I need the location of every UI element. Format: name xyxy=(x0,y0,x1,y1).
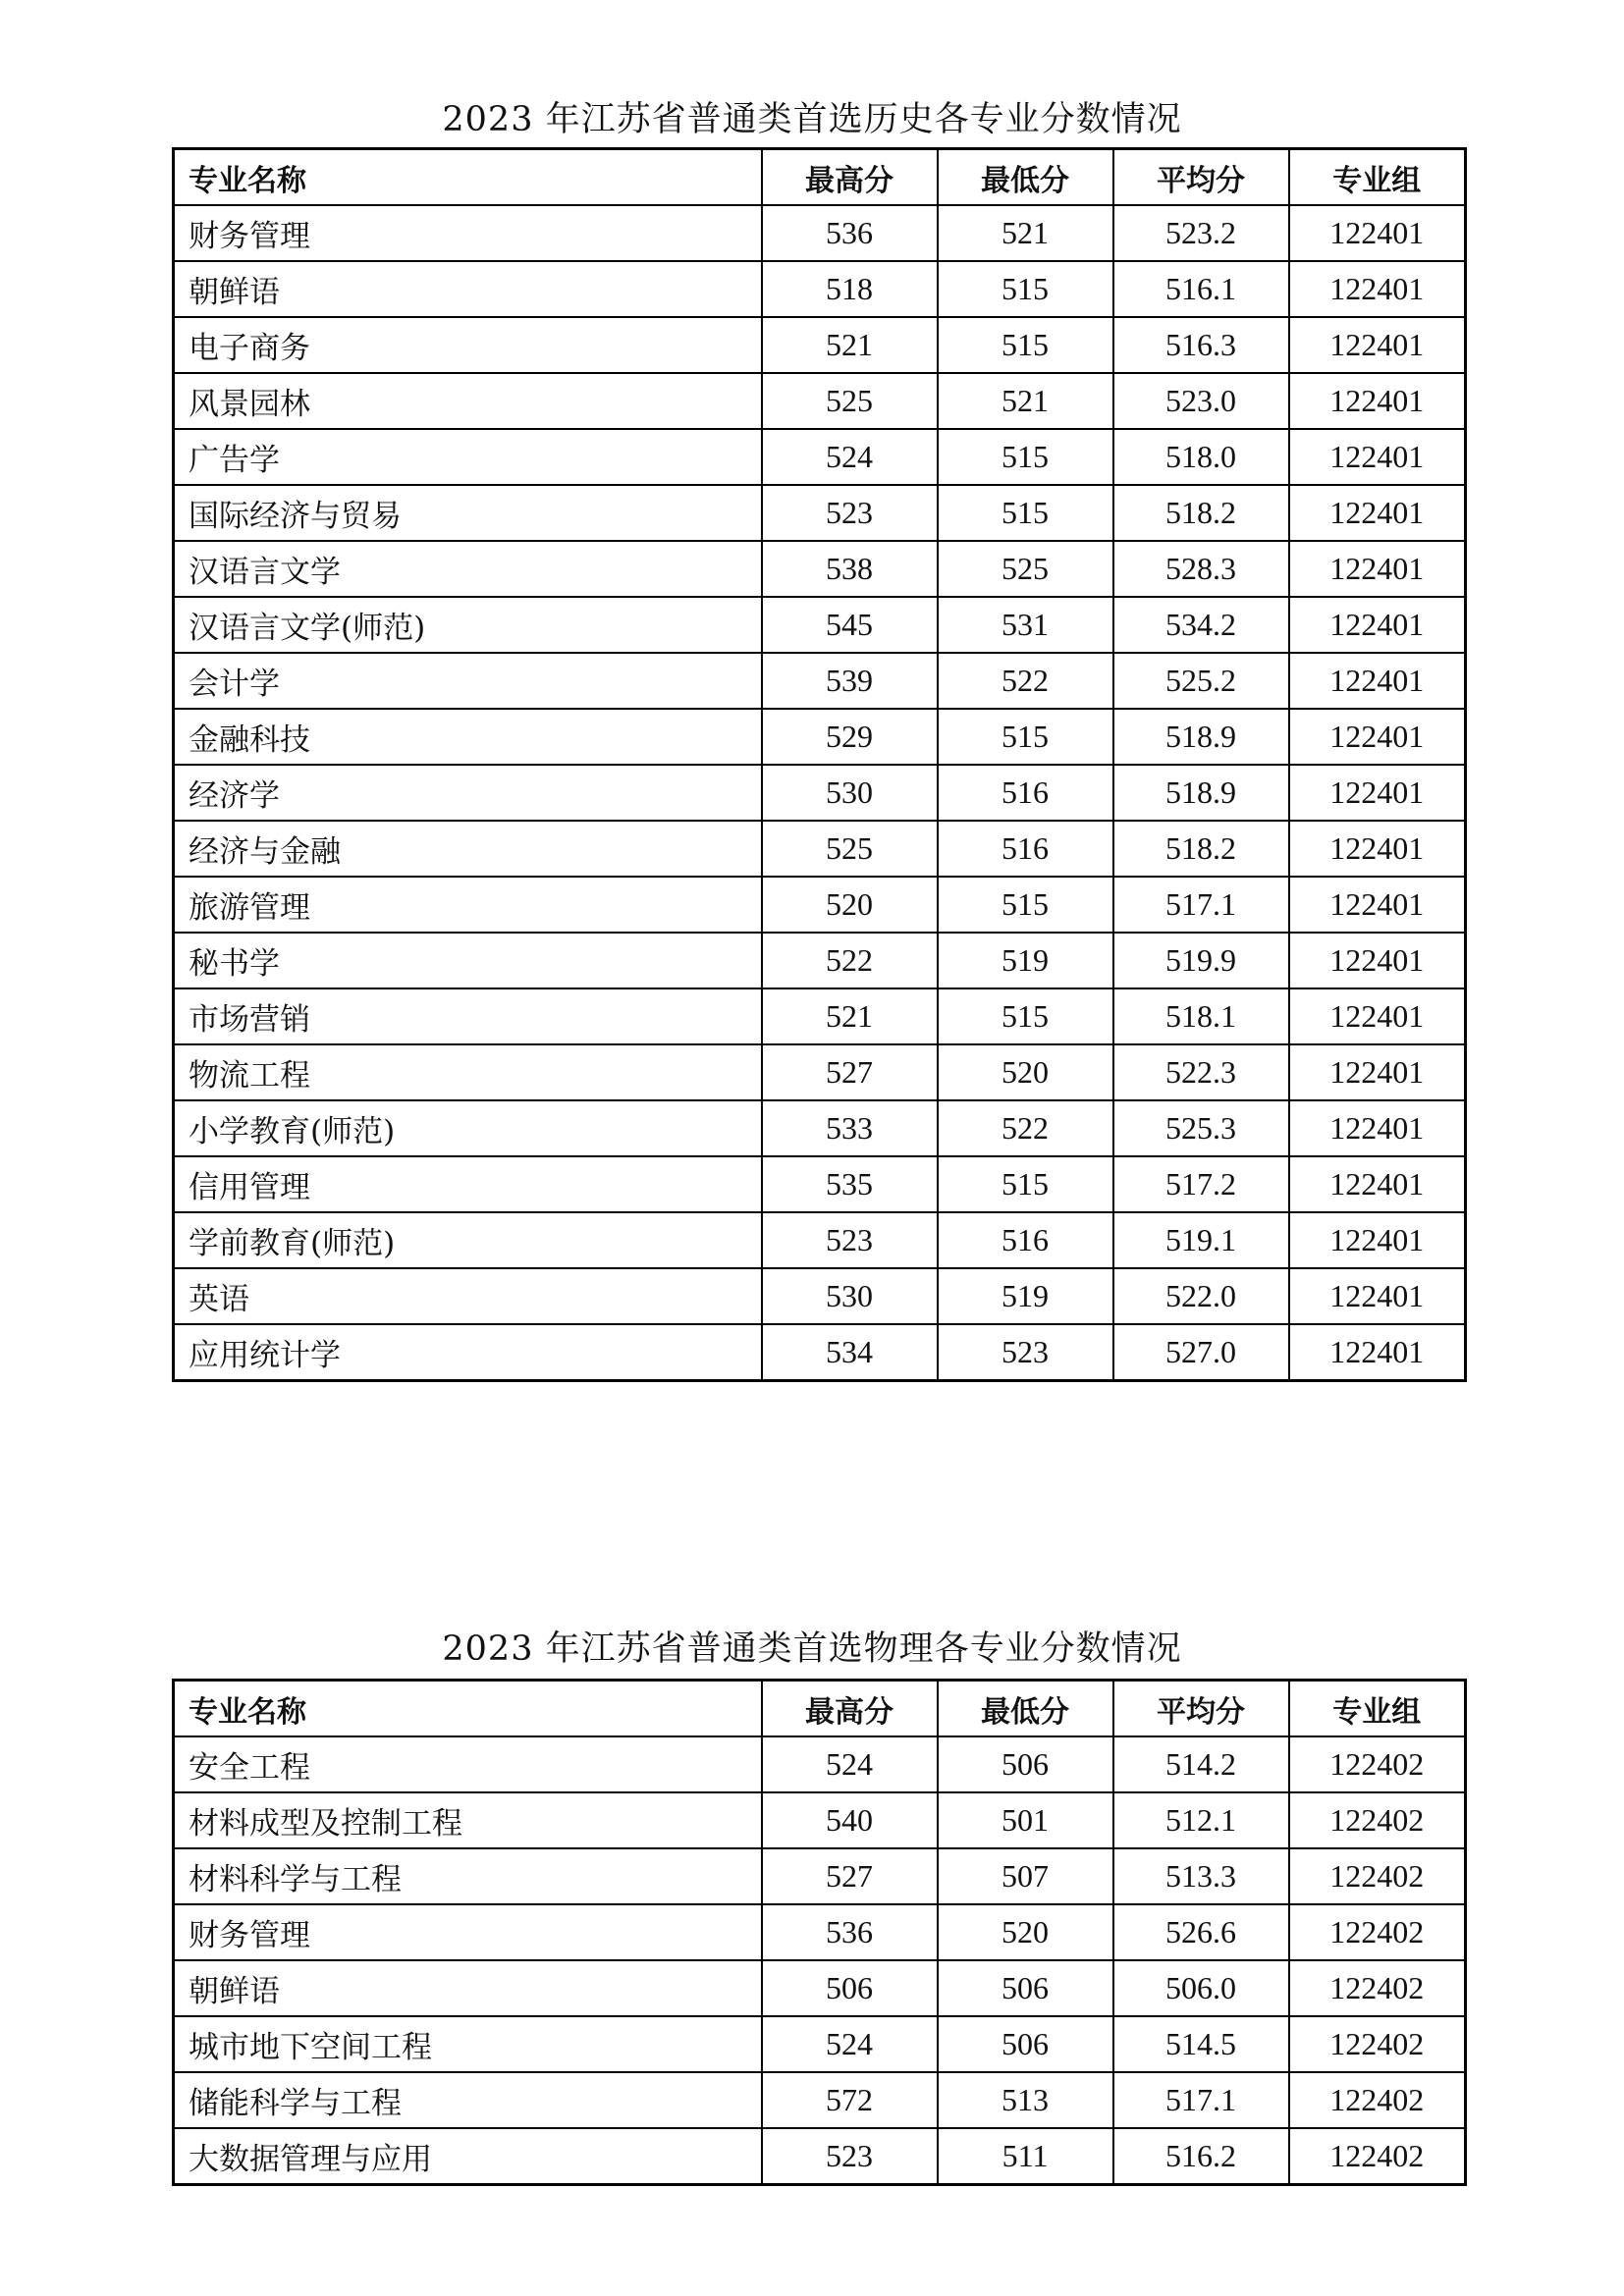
cell-major-group: 122401 xyxy=(1289,765,1466,821)
table-row xyxy=(174,485,1466,541)
physics-table-title: 2023 年江苏省普通类首选物理各专业分数情况 xyxy=(442,1629,1182,1669)
cell-min-score: 515 xyxy=(938,709,1113,765)
table-row xyxy=(174,1156,1466,1212)
cell-avg-score: 516.3 xyxy=(1113,317,1289,373)
cell-avg-score: 523.2 xyxy=(1113,205,1289,261)
cell-major-group: 122401 xyxy=(1289,261,1466,317)
cell-major-name: 安全工程 xyxy=(174,1736,762,1792)
cell-max-score: 536 xyxy=(762,205,938,261)
cell-min-score: 519 xyxy=(938,1268,1113,1324)
table-row xyxy=(174,1100,1466,1156)
cell-min-score: 515 xyxy=(938,988,1113,1044)
cell-avg-score: 518.9 xyxy=(1113,709,1289,765)
cell-max-score: 523 xyxy=(762,2128,938,2185)
table-row xyxy=(174,2072,1466,2128)
cell-major-name: 金融科技 xyxy=(174,709,762,765)
cell-major-name: 旅游管理 xyxy=(174,877,762,933)
cell-avg-score: 525.2 xyxy=(1113,653,1289,709)
table-row xyxy=(174,709,1466,765)
cell-major-group: 122401 xyxy=(1289,933,1466,988)
cell-major-name: 汉语言文学 xyxy=(174,541,762,597)
cell-major-name: 学前教育(师范) xyxy=(174,1212,762,1268)
cell-avg-score: 514.2 xyxy=(1113,1736,1289,1792)
cell-max-score: 539 xyxy=(762,653,938,709)
cell-max-score: 572 xyxy=(762,2072,938,2128)
cell-min-score: 511 xyxy=(938,2128,1113,2185)
cell-min-score: 523 xyxy=(938,1324,1113,1381)
cell-major-name: 会计学 xyxy=(174,653,762,709)
cell-avg-score: 518.2 xyxy=(1113,821,1289,877)
cell-major-name: 材料成型及控制工程 xyxy=(174,1792,762,1848)
history-table-title: 2023 年江苏省普通类首选历史各专业分数情况 xyxy=(442,100,1182,139)
cell-max-score: 538 xyxy=(762,541,938,597)
cell-major-name: 风景园林 xyxy=(174,373,762,429)
cell-max-score: 524 xyxy=(762,2016,938,2072)
table-row xyxy=(174,1212,1466,1268)
header-avg-score: 平均分 xyxy=(1113,149,1289,206)
cell-major-name: 物流工程 xyxy=(174,1044,762,1100)
table-row xyxy=(174,1792,1466,1848)
table-body xyxy=(174,205,1466,1381)
cell-major-name: 经济与金融 xyxy=(174,821,762,877)
cell-min-score: 515 xyxy=(938,485,1113,541)
cell-major-group: 122402 xyxy=(1289,1960,1466,2016)
cell-avg-score: 517.1 xyxy=(1113,2072,1289,2128)
cell-max-score: 525 xyxy=(762,821,938,877)
cell-major-name: 应用统计学 xyxy=(174,1324,762,1381)
cell-min-score: 515 xyxy=(938,317,1113,373)
cell-avg-score: 525.3 xyxy=(1113,1100,1289,1156)
cell-avg-score: 518.2 xyxy=(1113,485,1289,541)
cell-major-group: 122401 xyxy=(1289,709,1466,765)
cell-major-name: 大数据管理与应用 xyxy=(174,2128,762,2185)
cell-max-score: 523 xyxy=(762,1212,938,1268)
table-row xyxy=(174,1848,1466,1904)
cell-avg-score: 518.1 xyxy=(1113,988,1289,1044)
cell-min-score: 521 xyxy=(938,205,1113,261)
cell-major-name: 秘书学 xyxy=(174,933,762,988)
cell-major-name: 信用管理 xyxy=(174,1156,762,1212)
cell-major-group: 122402 xyxy=(1289,1904,1466,1960)
cell-max-score: 530 xyxy=(762,765,938,821)
table-row xyxy=(174,261,1466,317)
cell-max-score: 534 xyxy=(762,1324,938,1381)
table-header-row xyxy=(174,1681,1466,1737)
cell-max-score: 545 xyxy=(762,597,938,653)
cell-major-group: 122401 xyxy=(1289,485,1466,541)
cell-avg-score: 513.3 xyxy=(1113,1848,1289,1904)
cell-major-group: 122401 xyxy=(1289,1212,1466,1268)
cell-min-score: 516 xyxy=(938,821,1113,877)
cell-avg-score: 519.1 xyxy=(1113,1212,1289,1268)
cell-major-group: 122402 xyxy=(1289,1792,1466,1848)
cell-min-score: 506 xyxy=(938,2016,1113,2072)
cell-major-group: 122401 xyxy=(1289,373,1466,429)
cell-min-score: 515 xyxy=(938,877,1113,933)
cell-max-score: 529 xyxy=(762,709,938,765)
table-row xyxy=(174,597,1466,653)
cell-max-score: 506 xyxy=(762,1960,938,2016)
cell-min-score: 525 xyxy=(938,541,1113,597)
table-row xyxy=(174,877,1466,933)
cell-major-name: 汉语言文学(师范) xyxy=(174,597,762,653)
cell-major-group: 122401 xyxy=(1289,1324,1466,1381)
cell-major-name: 英语 xyxy=(174,1268,762,1324)
cell-avg-score: 517.2 xyxy=(1113,1156,1289,1212)
cell-major-name: 城市地下空间工程 xyxy=(174,2016,762,2072)
cell-major-name: 储能科学与工程 xyxy=(174,2072,762,2128)
table-row xyxy=(174,1960,1466,2016)
cell-major-group: 122401 xyxy=(1289,541,1466,597)
history-scores-table xyxy=(172,147,1467,1382)
cell-major-name: 市场营销 xyxy=(174,988,762,1044)
cell-min-score: 531 xyxy=(938,597,1113,653)
cell-avg-score: 516.1 xyxy=(1113,261,1289,317)
cell-major-name: 小学教育(师范) xyxy=(174,1100,762,1156)
cell-major-name: 材料科学与工程 xyxy=(174,1848,762,1904)
table-row xyxy=(174,821,1466,877)
cell-min-score: 520 xyxy=(938,1044,1113,1100)
table-row xyxy=(174,2016,1466,2072)
table-row xyxy=(174,1904,1466,1960)
cell-avg-score: 522.3 xyxy=(1113,1044,1289,1100)
cell-max-score: 533 xyxy=(762,1100,938,1156)
cell-avg-score: 516.2 xyxy=(1113,2128,1289,2185)
cell-max-score: 527 xyxy=(762,1848,938,1904)
cell-min-score: 522 xyxy=(938,653,1113,709)
cell-min-score: 506 xyxy=(938,1736,1113,1792)
cell-max-score: 521 xyxy=(762,317,938,373)
cell-avg-score: 518.0 xyxy=(1113,429,1289,485)
cell-major-group: 122401 xyxy=(1289,1100,1466,1156)
header-min-score: 最低分 xyxy=(938,149,1113,206)
cell-major-name: 朝鲜语 xyxy=(174,1960,762,2016)
cell-major-group: 122402 xyxy=(1289,1848,1466,1904)
header-max-score: 最高分 xyxy=(762,1681,938,1737)
cell-max-score: 521 xyxy=(762,988,938,1044)
cell-max-score: 522 xyxy=(762,933,938,988)
table-row xyxy=(174,1268,1466,1324)
cell-major-group: 122401 xyxy=(1289,877,1466,933)
cell-min-score: 515 xyxy=(938,429,1113,485)
cell-min-score: 519 xyxy=(938,933,1113,988)
cell-major-group: 122401 xyxy=(1289,429,1466,485)
table-row xyxy=(174,205,1466,261)
table-row xyxy=(174,429,1466,485)
cell-avg-score: 526.6 xyxy=(1113,1904,1289,1960)
table-row xyxy=(174,541,1466,597)
cell-min-score: 516 xyxy=(938,1212,1113,1268)
cell-min-score: 516 xyxy=(938,765,1113,821)
cell-min-score: 507 xyxy=(938,1848,1113,1904)
cell-avg-score: 528.3 xyxy=(1113,541,1289,597)
cell-major-group: 122401 xyxy=(1289,653,1466,709)
table-row xyxy=(174,1324,1466,1381)
table-row xyxy=(174,1044,1466,1100)
cell-major-group: 122402 xyxy=(1289,2128,1466,2185)
table-row xyxy=(174,373,1466,429)
table-row xyxy=(174,933,1466,988)
cell-major-name: 朝鲜语 xyxy=(174,261,762,317)
header-avg-score: 平均分 xyxy=(1113,1681,1289,1737)
table-row xyxy=(174,2128,1466,2185)
cell-max-score: 525 xyxy=(762,373,938,429)
cell-major-group: 122401 xyxy=(1289,1268,1466,1324)
table-body xyxy=(174,1736,1466,2185)
cell-max-score: 523 xyxy=(762,485,938,541)
cell-major-name: 电子商务 xyxy=(174,317,762,373)
header-max-score: 最高分 xyxy=(762,149,938,206)
physics-scores-table xyxy=(172,1679,1467,2186)
cell-avg-score: 534.2 xyxy=(1113,597,1289,653)
cell-major-name: 财务管理 xyxy=(174,205,762,261)
table-row xyxy=(174,1736,1466,1792)
cell-avg-score: 514.5 xyxy=(1113,2016,1289,2072)
cell-avg-score: 523.0 xyxy=(1113,373,1289,429)
cell-major-group: 122401 xyxy=(1289,1156,1466,1212)
cell-avg-score: 517.1 xyxy=(1113,877,1289,933)
cell-avg-score: 522.0 xyxy=(1113,1268,1289,1324)
cell-min-score: 506 xyxy=(938,1960,1113,2016)
cell-max-score: 540 xyxy=(762,1792,938,1848)
cell-major-group: 122402 xyxy=(1289,2072,1466,2128)
table-header-row xyxy=(174,149,1466,206)
cell-major-group: 122401 xyxy=(1289,1044,1466,1100)
header-major-name: 专业名称 xyxy=(174,1681,762,1737)
header-min-score: 最低分 xyxy=(938,1681,1113,1737)
cell-min-score: 513 xyxy=(938,2072,1113,2128)
cell-avg-score: 506.0 xyxy=(1113,1960,1289,2016)
cell-major-group: 122401 xyxy=(1289,205,1466,261)
table-row xyxy=(174,653,1466,709)
cell-avg-score: 519.9 xyxy=(1113,933,1289,988)
cell-major-name: 经济学 xyxy=(174,765,762,821)
header-major-group: 专业组 xyxy=(1289,149,1466,206)
cell-max-score: 524 xyxy=(762,429,938,485)
cell-major-group: 122401 xyxy=(1289,597,1466,653)
cell-max-score: 535 xyxy=(762,1156,938,1212)
cell-major-group: 122401 xyxy=(1289,988,1466,1044)
table-row xyxy=(174,988,1466,1044)
table-row xyxy=(174,317,1466,373)
cell-avg-score: 527.0 xyxy=(1113,1324,1289,1381)
cell-min-score: 521 xyxy=(938,373,1113,429)
cell-min-score: 520 xyxy=(938,1904,1113,1960)
cell-max-score: 530 xyxy=(762,1268,938,1324)
cell-major-group: 122402 xyxy=(1289,1736,1466,1792)
cell-min-score: 522 xyxy=(938,1100,1113,1156)
cell-max-score: 524 xyxy=(762,1736,938,1792)
table-row xyxy=(174,765,1466,821)
cell-major-name: 财务管理 xyxy=(174,1904,762,1960)
cell-min-score: 515 xyxy=(938,1156,1113,1212)
cell-max-score: 520 xyxy=(762,877,938,933)
cell-major-group: 122401 xyxy=(1289,821,1466,877)
cell-major-name: 国际经济与贸易 xyxy=(174,485,762,541)
header-major-name: 专业名称 xyxy=(174,149,762,206)
cell-min-score: 515 xyxy=(938,261,1113,317)
cell-avg-score: 512.1 xyxy=(1113,1792,1289,1848)
cell-major-group: 122402 xyxy=(1289,2016,1466,2072)
cell-max-score: 536 xyxy=(762,1904,938,1960)
cell-max-score: 527 xyxy=(762,1044,938,1100)
cell-major-group: 122401 xyxy=(1289,317,1466,373)
cell-min-score: 501 xyxy=(938,1792,1113,1848)
cell-avg-score: 518.9 xyxy=(1113,765,1289,821)
cell-max-score: 518 xyxy=(762,261,938,317)
cell-major-name: 广告学 xyxy=(174,429,762,485)
header-major-group: 专业组 xyxy=(1289,1681,1466,1737)
